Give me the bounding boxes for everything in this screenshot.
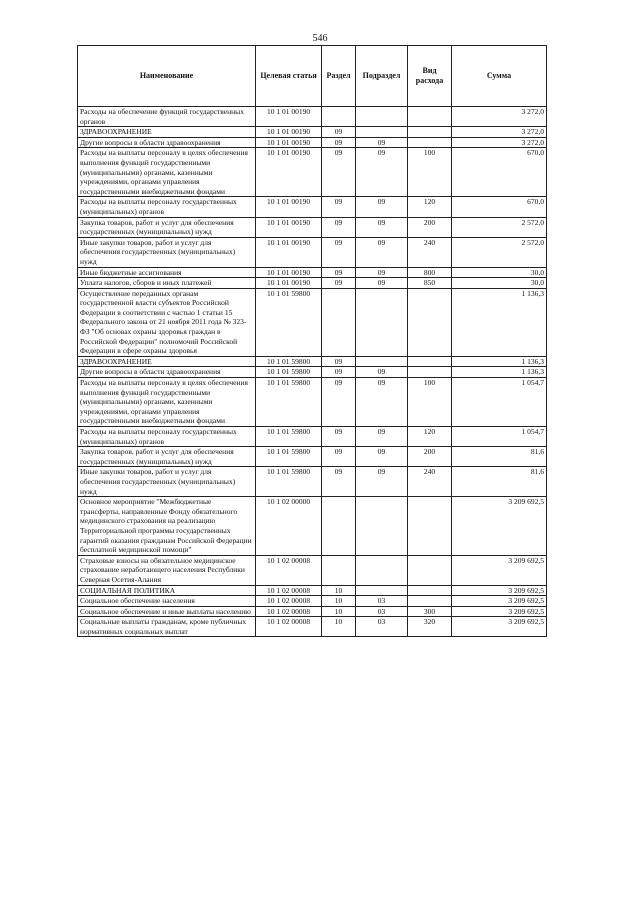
row-name: Расходы на выплаты персоналу в целях обеспечения выполнения функций государственными (муниципальными) органами, казенными учреждениями, органами управления государственными внебюджетными фондами bbox=[78, 378, 256, 427]
row-subsection: 09 bbox=[356, 217, 408, 237]
row-name: Другие вопросы в области здравоохранения bbox=[78, 367, 256, 378]
row-sum: 3 209 692,5 bbox=[452, 606, 547, 617]
row-expense-type: 120 bbox=[408, 427, 452, 447]
row-target-code: 10 1 02 00008 bbox=[256, 606, 322, 617]
row-sum: 1 054,7 bbox=[452, 427, 547, 447]
row-sum: 3 209 692,5 bbox=[452, 585, 547, 596]
table-row bbox=[78, 378, 547, 427]
header-name: Наименование bbox=[78, 46, 256, 107]
row-subsection: 09 bbox=[356, 278, 408, 289]
row-name: Социальное обеспечение населения bbox=[78, 596, 256, 607]
row-subsection: 09 bbox=[356, 148, 408, 197]
row-target-code: 10 1 01 59800 bbox=[256, 356, 322, 367]
row-section: 09 bbox=[322, 148, 356, 197]
table-row bbox=[78, 367, 547, 378]
row-sum: 3 209 692,5 bbox=[452, 497, 547, 556]
row-subsection: 09 bbox=[356, 197, 408, 217]
row-section bbox=[322, 288, 356, 356]
row-target-code: 10 1 02 00008 bbox=[256, 585, 322, 596]
budget-table bbox=[77, 45, 547, 637]
row-name: СОЦИАЛЬНАЯ ПОЛИТИКА bbox=[78, 585, 256, 596]
row-target-code: 10 1 01 00190 bbox=[256, 217, 322, 237]
row-section: 10 bbox=[322, 606, 356, 617]
header-sum: Сумма bbox=[452, 46, 547, 107]
row-subsection: 09 bbox=[356, 267, 408, 278]
row-section bbox=[322, 107, 356, 127]
row-sum: 2 572,0 bbox=[452, 237, 547, 267]
row-name: Иные закупки товаров, работ и услуг для обеспечения государственных (муниципальных) нужд bbox=[78, 237, 256, 267]
row-sum: 3 272,0 bbox=[452, 127, 547, 138]
row-target-code: 10 1 01 00190 bbox=[256, 137, 322, 148]
row-sum: 3 209 692,5 bbox=[452, 617, 547, 637]
row-name: Закупка товаров, работ и услуг для обеспечения государственных (муниципальных) нужд bbox=[78, 447, 256, 467]
row-sum: 670,0 bbox=[452, 197, 547, 217]
row-section: 09 bbox=[322, 356, 356, 367]
row-expense-type bbox=[408, 497, 452, 556]
row-sum: 1 136,3 bbox=[452, 356, 547, 367]
row-target-code: 10 1 01 59800 bbox=[256, 288, 322, 356]
table-row bbox=[78, 217, 547, 237]
row-subsection: 09 bbox=[356, 427, 408, 447]
table-row bbox=[78, 447, 547, 467]
row-expense-type: 800 bbox=[408, 267, 452, 278]
row-expense-type bbox=[408, 356, 452, 367]
row-sum: 3 272,0 bbox=[452, 107, 547, 127]
row-target-code: 10 1 02 00000 bbox=[256, 497, 322, 556]
row-target-code: 10 1 01 59800 bbox=[256, 467, 322, 497]
row-name: Страховые взносы на обязательное медицинское страхование неработающего населения Республики Северная Осетия-Алания bbox=[78, 555, 256, 585]
row-subsection: 09 bbox=[356, 467, 408, 497]
row-section: 09 bbox=[322, 447, 356, 467]
table-row bbox=[78, 606, 547, 617]
row-subsection: 03 bbox=[356, 606, 408, 617]
row-target-code: 10 1 01 59800 bbox=[256, 378, 322, 427]
table-row bbox=[78, 137, 547, 148]
row-target-code: 10 1 01 00190 bbox=[256, 127, 322, 138]
row-subsection: 09 bbox=[356, 367, 408, 378]
row-sum: 30,0 bbox=[452, 278, 547, 289]
row-expense-type bbox=[408, 585, 452, 596]
row-sum: 3 209 692,5 bbox=[452, 596, 547, 607]
row-target-code: 10 1 01 59800 bbox=[256, 447, 322, 467]
row-name: ЗДРАВООХРАНЕНИЕ bbox=[78, 127, 256, 138]
row-subsection bbox=[356, 356, 408, 367]
row-expense-type: 320 bbox=[408, 617, 452, 637]
row-target-code: 10 1 02 00008 bbox=[256, 617, 322, 637]
row-subsection: 03 bbox=[356, 596, 408, 607]
row-subsection bbox=[356, 555, 408, 585]
header-expense-type: Вид расхода bbox=[408, 46, 452, 107]
row-expense-type bbox=[408, 367, 452, 378]
row-name: Социальные выплаты гражданам, кроме публичных нормативных социальных выплат bbox=[78, 617, 256, 637]
row-section: 09 bbox=[322, 378, 356, 427]
row-subsection: 03 bbox=[356, 617, 408, 637]
row-target-code: 10 1 01 00190 bbox=[256, 267, 322, 278]
row-name: Закупка товаров, работ и услуг для обеспечения государственных (муниципальных) нужд bbox=[78, 217, 256, 237]
table-row bbox=[78, 585, 547, 596]
table-row bbox=[78, 237, 547, 267]
row-section bbox=[322, 555, 356, 585]
row-name: Расходы на выплаты персоналу государственных (муниципальных) органов bbox=[78, 427, 256, 447]
row-sum: 670,0 bbox=[452, 148, 547, 197]
row-section: 09 bbox=[322, 278, 356, 289]
row-expense-type bbox=[408, 596, 452, 607]
row-expense-type: 100 bbox=[408, 148, 452, 197]
row-expense-type: 100 bbox=[408, 378, 452, 427]
row-subsection: 09 bbox=[356, 378, 408, 427]
table-row bbox=[78, 356, 547, 367]
table-row bbox=[78, 555, 547, 585]
table-row bbox=[78, 596, 547, 607]
row-subsection bbox=[356, 107, 408, 127]
row-section: 09 bbox=[322, 237, 356, 267]
row-target-code: 10 1 01 00190 bbox=[256, 197, 322, 217]
row-sum: 81,6 bbox=[452, 447, 547, 467]
row-expense-type bbox=[408, 555, 452, 585]
row-section: 10 bbox=[322, 617, 356, 637]
row-section bbox=[322, 497, 356, 556]
row-expense-type bbox=[408, 137, 452, 148]
row-name: Основное мероприятие "Межбюджетные трансферты, направленные Фонду обязательного медицинского страхования на реализацию Территориальной программы государственных гарантий оказания гражданам Российской Федерации бесплатной медицинской помощи" bbox=[78, 497, 256, 556]
table-row bbox=[78, 427, 547, 447]
row-sum: 81,6 bbox=[452, 467, 547, 497]
row-section: 09 bbox=[322, 367, 356, 378]
row-expense-type: 200 bbox=[408, 217, 452, 237]
row-expense-type: 240 bbox=[408, 467, 452, 497]
row-target-code: 10 1 02 00008 bbox=[256, 555, 322, 585]
table-header-row bbox=[78, 46, 547, 107]
row-sum: 1 054,7 bbox=[452, 378, 547, 427]
row-expense-type: 120 bbox=[408, 197, 452, 217]
row-sum: 3 209 692,5 bbox=[452, 555, 547, 585]
table-row bbox=[78, 467, 547, 497]
row-section: 09 bbox=[322, 197, 356, 217]
row-target-code: 10 1 01 00190 bbox=[256, 107, 322, 127]
row-section: 09 bbox=[322, 467, 356, 497]
row-expense-type: 850 bbox=[408, 278, 452, 289]
table-row bbox=[78, 148, 547, 197]
row-name: Расходы на выплаты персоналу государственных (муниципальных) органов bbox=[78, 197, 256, 217]
row-section: 09 bbox=[322, 127, 356, 138]
row-name: Другие вопросы в области здравоохранения bbox=[78, 137, 256, 148]
row-expense-type: 300 bbox=[408, 606, 452, 617]
row-subsection bbox=[356, 127, 408, 138]
table-row bbox=[78, 267, 547, 278]
row-subsection: 09 bbox=[356, 237, 408, 267]
row-subsection bbox=[356, 497, 408, 556]
row-section: 10 bbox=[322, 585, 356, 596]
row-target-code: 10 1 01 59800 bbox=[256, 367, 322, 378]
row-target-code: 10 1 01 00190 bbox=[256, 237, 322, 267]
row-target-code: 10 1 02 00008 bbox=[256, 596, 322, 607]
row-sum: 1 136,3 bbox=[452, 367, 547, 378]
row-expense-type bbox=[408, 127, 452, 138]
table-row bbox=[78, 497, 547, 556]
table-row bbox=[78, 278, 547, 289]
table-row bbox=[78, 197, 547, 217]
row-name: ЗДРАВООХРАНЕНИЕ bbox=[78, 356, 256, 367]
row-sum: 30,0 bbox=[452, 267, 547, 278]
row-sum: 2 572,0 bbox=[452, 217, 547, 237]
row-sum: 3 272,0 bbox=[452, 137, 547, 148]
row-subsection: 09 bbox=[356, 137, 408, 148]
table-row bbox=[78, 288, 547, 356]
row-name: Расходы на выплаты персоналу в целях обеспечения выполнения функций государственными (муниципальными) органами, казенными учреждениями, органами управления государственными внебюджетными фондами bbox=[78, 148, 256, 197]
row-name: Расходы на обеспечение функций государственных органов bbox=[78, 107, 256, 127]
row-expense-type: 240 bbox=[408, 237, 452, 267]
row-name: Социальное обеспечение и иные выплаты населению bbox=[78, 606, 256, 617]
row-target-code: 10 1 01 59800 bbox=[256, 427, 322, 447]
header-target-code: Целевая статья bbox=[256, 46, 322, 107]
row-section: 09 bbox=[322, 217, 356, 237]
row-sum: 1 136,3 bbox=[452, 288, 547, 356]
row-subsection bbox=[356, 585, 408, 596]
row-name: Иные закупки товаров, работ и услуг для обеспечения государственных (муниципальных) нужд bbox=[78, 467, 256, 497]
row-target-code: 10 1 01 00190 bbox=[256, 278, 322, 289]
header-subsection: Подраздел bbox=[356, 46, 408, 107]
row-section: 10 bbox=[322, 596, 356, 607]
row-name: Иные бюджетные ассигнования bbox=[78, 267, 256, 278]
header-section: Раздел bbox=[322, 46, 356, 107]
table-row bbox=[78, 127, 547, 138]
row-subsection bbox=[356, 288, 408, 356]
table-row bbox=[78, 617, 547, 637]
row-expense-type: 200 bbox=[408, 447, 452, 467]
table-row bbox=[78, 107, 547, 127]
row-subsection: 09 bbox=[356, 447, 408, 467]
row-expense-type bbox=[408, 107, 452, 127]
row-name: Уплата налогов, сборов и иных платежей bbox=[78, 278, 256, 289]
page-number: 546 bbox=[312, 33, 328, 44]
row-section: 09 bbox=[322, 137, 356, 148]
row-target-code: 10 1 01 00190 bbox=[256, 148, 322, 197]
row-section: 09 bbox=[322, 427, 356, 447]
row-name: Осуществление переданных органам государственной власти субъектов Российской Федерации в соответствии с частью 1 статьи 15 Федерального закона от 21 ноября 2011 года № 323-ФЗ "Об основах охраны здоровья граждан в Российской Федерации" полномочий Российской Федерации в сфере охраны здоровья bbox=[78, 288, 256, 356]
row-section: 09 bbox=[322, 267, 356, 278]
row-expense-type bbox=[408, 288, 452, 356]
